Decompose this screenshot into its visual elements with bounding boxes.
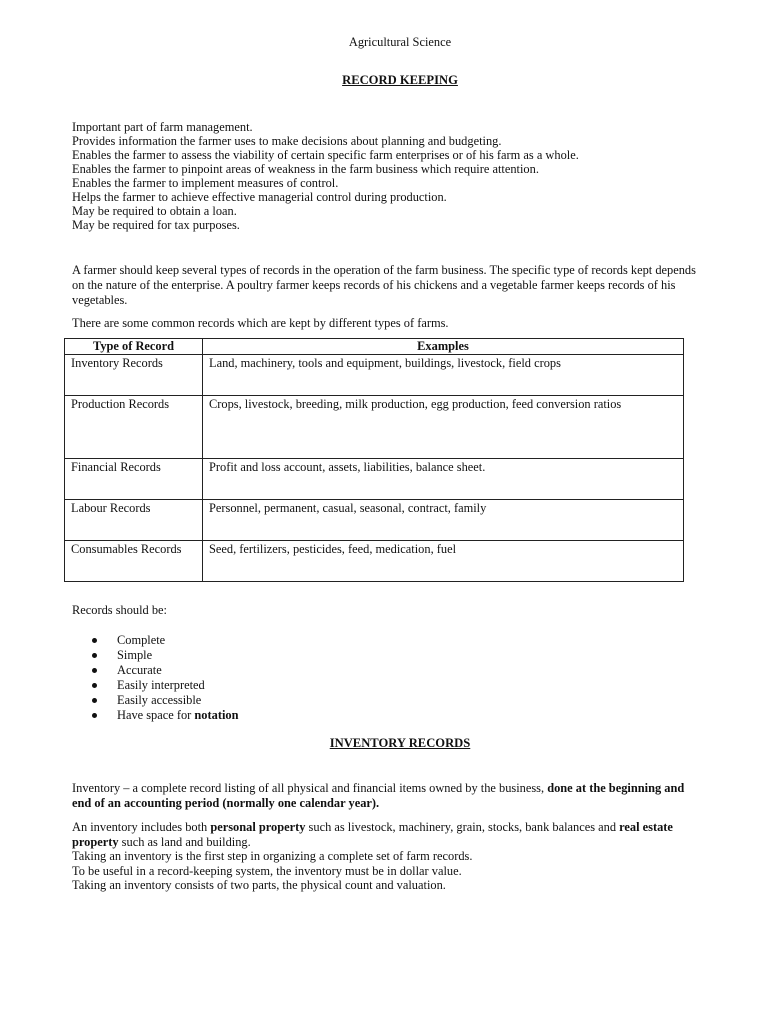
bullet-icon — [92, 713, 97, 718]
list-item-text: Have space for — [117, 708, 195, 722]
intro-line: Helps the farmer to achieve effective managerial control during production. — [72, 190, 447, 204]
record-type-cell: Inventory Records — [65, 355, 203, 396]
list-item — [72, 633, 238, 648]
record-type-cell: Production Records — [65, 396, 203, 459]
inventory-definition — [72, 781, 702, 811]
intro-line: May be required for tax purposes. — [72, 218, 240, 232]
record-examples-cell: Seed, fertilizers, pesticides, feed, medication, fuel — [203, 541, 684, 582]
bullet-icon — [92, 668, 97, 673]
paragraph-record-types: A farmer should keep several types of records in the operation of the farm business. The specific type of records kept depends on the nature of the enterprise. A poultry farmer keeps records of his chickens and a vegetable farmer keeps records of his vegetables. — [72, 263, 696, 307]
table-row — [65, 541, 684, 582]
record-type-cell: Financial Records — [65, 459, 203, 500]
inventory-definition-bold: done at the beginning and end of an accounting period (normally one calendar year). — [72, 781, 685, 810]
column-header-examples: Examples — [203, 339, 684, 355]
bullet-icon — [92, 698, 97, 703]
intro-line: Enables the farmer to assess the viability of certain specific farm enterprises or of his farm as a whole. — [72, 148, 579, 162]
column-header-type: Type of Record — [65, 339, 203, 355]
list-item — [72, 678, 238, 693]
records-table — [64, 338, 684, 582]
intro-line: Important part of farm management. — [72, 120, 253, 134]
list-item-text: Easily accessible — [117, 693, 202, 707]
bullet-icon — [92, 638, 97, 643]
bullet-icon — [92, 653, 97, 658]
record-type-cell: Consumables Records — [65, 541, 203, 582]
intro-line: Provides information the farmer uses to make decisions about planning and budgeting. — [72, 134, 502, 148]
intro-line: May be required to obtain a loan. — [72, 204, 237, 218]
list-item — [72, 663, 238, 678]
record-type-cell: Labour Records — [65, 500, 203, 541]
list-item — [72, 693, 238, 708]
list-item-text: Accurate — [117, 663, 162, 677]
section-title-inventory-records: INVENTORY RECORDS — [329, 736, 471, 750]
inventory-line: Taking an inventory is the first step in organizing a complete set of farm records. — [72, 849, 473, 863]
table-row — [65, 355, 684, 396]
list-item-text: Easily interpreted — [117, 678, 205, 692]
record-examples-cell: Profit and loss account, assets, liabilities, balance sheet. — [203, 459, 684, 500]
table-row — [65, 396, 684, 459]
table-row — [65, 459, 684, 500]
record-examples-cell: Personnel, permanent, casual, seasonal, contract, family — [203, 500, 684, 541]
section-title-record-keeping: RECORD KEEPING — [342, 73, 458, 87]
records-should-be-label: Records should be: — [72, 603, 167, 617]
table-header-row — [65, 339, 684, 355]
inventory-definition-text: Inventory – a complete record listing of all physical and financial items owned by the business, — [72, 781, 548, 795]
inventory-includes-text: An inventory includes both — [72, 820, 211, 834]
list-item-bold-text: notation — [194, 708, 239, 722]
table-row — [65, 500, 684, 541]
list-item — [72, 648, 238, 663]
list-item — [72, 708, 238, 723]
inventory-lines — [72, 820, 702, 893]
inventory-line: Taking an inventory consists of two parts, the physical count and valuation. — [72, 878, 446, 892]
intro-line: Enables the farmer to pinpoint areas of weakness in the farm business which require attention. — [72, 162, 539, 176]
intro-line: Enables the farmer to implement measures of control. — [72, 176, 339, 190]
record-examples-cell: Crops, livestock, breeding, milk production, egg production, feed conversion ratios — [203, 396, 684, 459]
list-item-text: Complete — [117, 633, 166, 647]
inventory-line: To be useful in a record-keeping system, the inventory must be in dollar value. — [72, 863, 462, 878]
bullet-icon — [92, 683, 97, 688]
intro-lines — [72, 120, 579, 232]
inventory-includes-text: such as land and building. — [118, 834, 251, 849]
paragraph-common-records: There are some common records which are kept by different types of farms. — [72, 316, 449, 330]
qualities-list — [72, 633, 238, 723]
inventory-includes-bold: personal property — [210, 820, 306, 834]
inventory-includes — [72, 820, 702, 849]
inventory-includes-bold: real estate property — [72, 820, 673, 849]
page-header: Agricultural Science — [348, 35, 452, 49]
list-item-text: Simple — [117, 648, 153, 662]
record-examples-cell: Land, machinery, tools and equipment, buildings, livestock, field crops — [203, 355, 684, 396]
inventory-includes-text: such as livestock, machinery, grain, stocks, bank balances and — [305, 820, 620, 834]
